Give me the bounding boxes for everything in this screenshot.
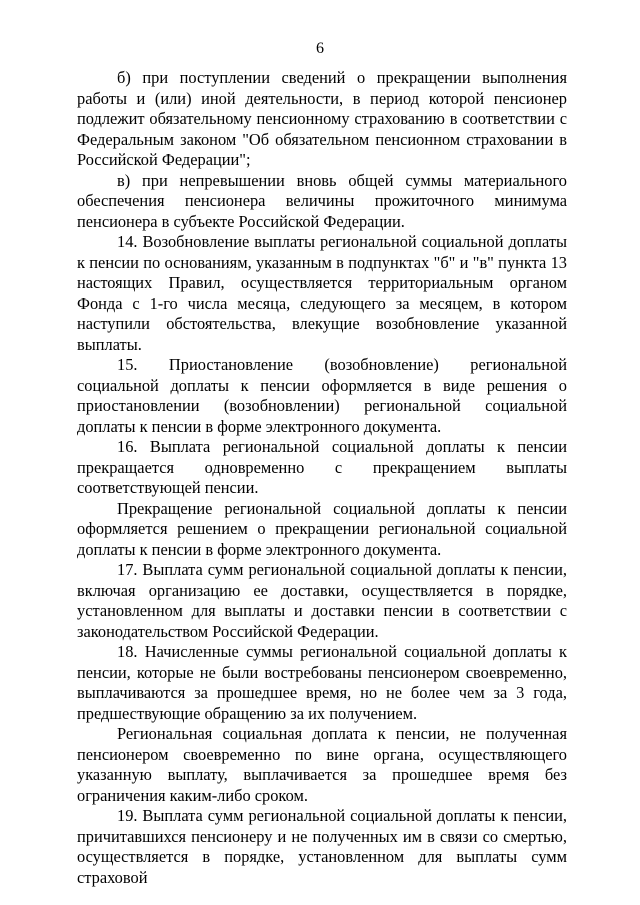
paragraph-16: 16. Выплата региональной социальной доплаты к пенсии прекращается одновременно с прекращением выплаты соответствующей пенсии. — [77, 437, 567, 497]
paragraph-17: 17. Выплата сумм региональной социальной доплаты к пенсии, включая организацию ее доставки, осуществляется в порядке, установленном для выплаты и доставки пенсии в соответствии с законодательством Российской Федерации. — [77, 560, 567, 641]
paragraph-13b: б) при поступлении сведений о прекращении выполнения работы и (или) иной деятельности, в период которой пенсионер подлежит обязательному пенсионному страхованию в соответствии с Федеральным законом "Об обязательном пенсионном страховании в Российской Федерации"; — [77, 68, 567, 169]
paragraph-19: 19. Выплата сумм региональной социальной доплаты к пенсии, причитавшихся пенсионеру и не полученных им в связи со смертью, осуществляется в порядке, установленном для выплаты сумм страховой — [77, 806, 567, 887]
paragraph-14: 14. Возобновление выплаты региональной социальной доплаты к пенсии по основаниям, указанным в подпунктах "б" и "в" пункта 13 настоящих Правил, осуществляется территориальным органом Фонда с 1-го числа месяца, следующего за месяцем, в котором наступили обстоятельства, влекущие возобновление указанной выплаты. — [77, 232, 567, 354]
paragraph-18-unlimited: Региональная социальная доплата к пенсии, не полученная пенсионером своевременно по вине органа, осуществляющего указанную выплату, выплачивается за прошедшее время без ограничения каким-либо сроком. — [77, 724, 567, 805]
paragraph-16-termination: Прекращение региональной социальной доплаты к пенсии оформляется решением о прекращении региональной социальной доплаты к пенсии в форме электронного документа. — [77, 498, 567, 559]
paragraph-15: 15. Приостановление (возобновление) региональной социальной доплаты к пенсии оформляется в виде решения о приостановлении (возобновлении) региональной социальной доплаты к пенсии в форме электронного документа. — [77, 355, 567, 436]
paragraph-18: 18. Начисленные суммы региональной социальной доплаты к пенсии, которые не были востребованы пенсионером своевременно, выплачиваются за прошедшее время, но не более чем за 3 года, предшествующие обращению за их получением. — [77, 642, 567, 723]
page-number: 6 — [316, 40, 324, 57]
paragraph-13v: в) при непревышении вновь общей суммы материального обеспечения пенсионера величины прожиточного минимума пенсионера в субъекте Российской Федерации. — [77, 170, 567, 231]
document-body — [77, 68, 567, 888]
